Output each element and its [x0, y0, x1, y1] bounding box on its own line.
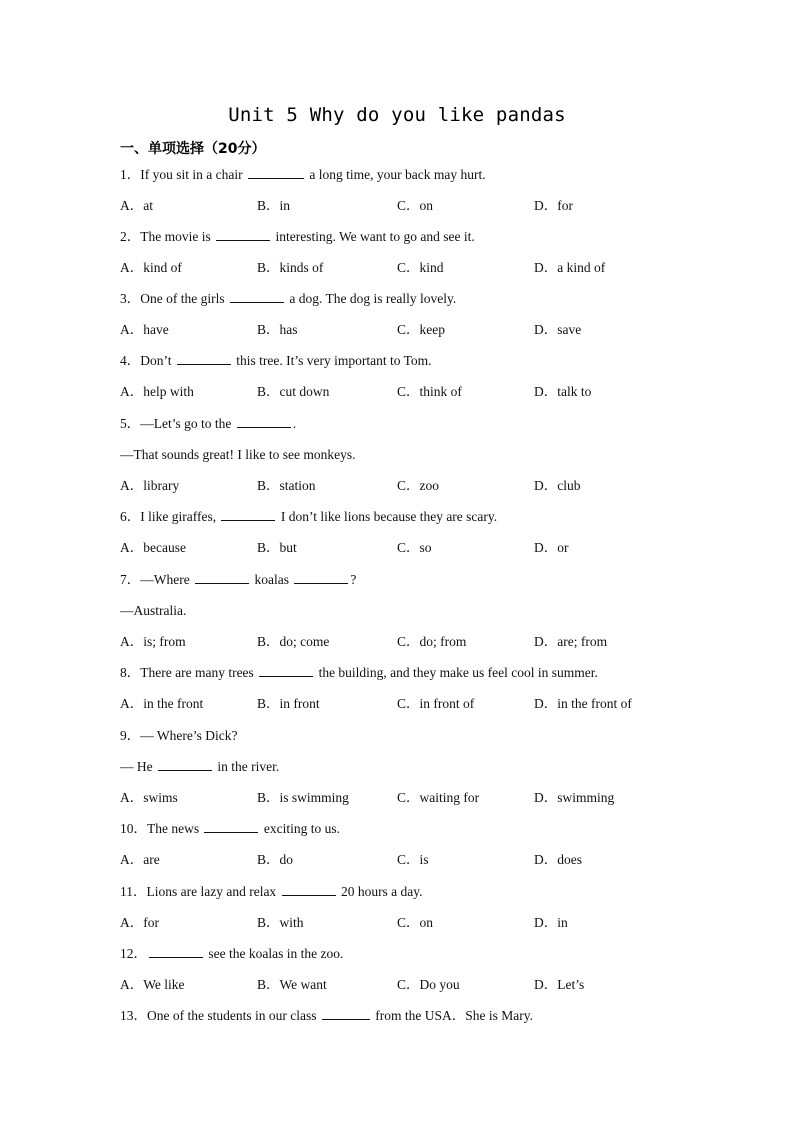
- answer-blank: [322, 1007, 370, 1020]
- option-b: B．in: [257, 198, 291, 213]
- question-stem: 6．I like giraffes,: [120, 509, 220, 524]
- option-d: D．or: [534, 540, 569, 555]
- answer-blank: [294, 571, 348, 584]
- option-b: B．station: [257, 478, 316, 493]
- question-stem: 4．Don’t: [120, 353, 175, 368]
- question-stem: 11．Lions are lazy and relax: [120, 884, 280, 899]
- option-b: B．in front: [257, 696, 320, 711]
- option-d: D．club: [534, 478, 581, 493]
- question-8: [120, 664, 598, 682]
- page-title: Unit 5 Why do you like pandas: [228, 104, 566, 126]
- option-b: B．but: [257, 540, 297, 555]
- question-stem: koalas: [251, 572, 293, 587]
- option-a: A．is; from: [120, 634, 186, 649]
- option-a: A．have: [120, 322, 169, 337]
- question-stem: 13．One of the students in our class: [120, 1008, 320, 1023]
- answer-blank: [195, 571, 249, 584]
- answer-blank: [248, 166, 304, 179]
- options-10: [120, 851, 680, 869]
- option-d: D．in the front of: [534, 696, 632, 711]
- question-10: [120, 820, 340, 838]
- option-c: C．zoo: [397, 478, 439, 493]
- options-11: [120, 914, 680, 932]
- options-2: [120, 259, 680, 277]
- option-b: B．do: [257, 852, 294, 867]
- option-a: A．kind of: [120, 260, 182, 275]
- option-c: C．so: [397, 540, 432, 555]
- option-b: B．kinds of: [257, 260, 324, 275]
- question-1: [120, 166, 486, 184]
- options-6: [120, 539, 680, 557]
- question-stem: 20 hours a day.: [337, 884, 423, 899]
- question-7: [120, 571, 356, 589]
- question-2: [120, 228, 475, 246]
- question-stem: a long time, your back may hurt.: [305, 167, 486, 182]
- option-a: A．library: [120, 478, 180, 493]
- question-4: [120, 352, 432, 370]
- option-a: A．at: [120, 198, 153, 213]
- question-11: [120, 883, 423, 901]
- options-7: [120, 633, 680, 651]
- answer-blank: [259, 664, 313, 677]
- question-stem: — He: [120, 759, 156, 774]
- option-a: A．swims: [120, 790, 178, 805]
- question-stem: see the koalas in the zoo.: [205, 946, 344, 961]
- option-a: A．help with: [120, 384, 194, 399]
- option-d: D．swimming: [534, 790, 615, 805]
- option-a: A．because: [120, 540, 186, 555]
- answer-blank: [221, 508, 275, 521]
- option-c: C．waiting for: [397, 790, 480, 805]
- option-d: D．a kind of: [534, 260, 606, 275]
- question-stem: 8．There are many trees: [120, 665, 258, 680]
- question-stem: a dog. The dog is really lovely.: [285, 291, 457, 306]
- option-d: D．does: [534, 852, 582, 867]
- options-9: [120, 789, 680, 807]
- option-d: D．are; from: [534, 634, 608, 649]
- options-8: [120, 695, 680, 713]
- option-c: C．keep: [397, 322, 445, 337]
- question-12: [120, 945, 343, 963]
- question-stem: exciting to us.: [260, 821, 340, 836]
- section-heading: 一、单项选择（20分）: [120, 141, 266, 157]
- answer-blank: [237, 415, 291, 428]
- option-c: C．is: [397, 852, 429, 867]
- options-4: [120, 383, 680, 401]
- question-7-reply: —Australia.: [120, 603, 187, 618]
- question-stem: 2．The movie is: [120, 229, 215, 244]
- options-5: [120, 477, 680, 495]
- question-stem: 7．—Where: [120, 572, 194, 587]
- options-1: [120, 197, 680, 215]
- options-12: [120, 976, 680, 994]
- option-d: D．talk to: [534, 384, 592, 399]
- option-c: C．kind: [397, 260, 444, 275]
- question-6: [120, 508, 497, 526]
- question-stem: I don’t like lions because they are scary.: [277, 509, 498, 524]
- question-stem: .: [292, 416, 297, 431]
- answer-blank: [204, 820, 258, 833]
- option-a: A．We like: [120, 977, 185, 992]
- option-c: C．on: [397, 198, 434, 213]
- question-stem: in the river.: [214, 759, 280, 774]
- option-b: B．do; come: [257, 634, 330, 649]
- answer-blank: [230, 290, 284, 303]
- question-3: [120, 290, 456, 308]
- question-stem: 10．The news: [120, 821, 203, 836]
- answer-blank: [216, 228, 270, 241]
- option-b: B．has: [257, 322, 298, 337]
- question-stem: 3．One of the girls: [120, 291, 228, 306]
- option-d: D．save: [534, 322, 582, 337]
- question-5: [120, 415, 296, 433]
- answer-blank: [177, 352, 231, 365]
- option-b: B．with: [257, 915, 304, 930]
- option-c: C．Do you: [397, 977, 460, 992]
- question-stem: 5．—Let’s go to the: [120, 416, 235, 431]
- option-c: C．think of: [397, 384, 462, 399]
- option-c: C．in front of: [397, 696, 475, 711]
- question-stem: 12．: [120, 946, 147, 961]
- question-13: [120, 1007, 533, 1025]
- question-stem: from the USA．She is Mary.: [371, 1008, 533, 1023]
- question-5-reply: —That sounds great! I like to see monkeys.: [120, 447, 356, 462]
- answer-blank: [282, 883, 336, 896]
- option-a: A．are: [120, 852, 160, 867]
- answer-blank: [158, 758, 212, 771]
- question-9-reply: [120, 758, 279, 776]
- answer-blank: [149, 945, 203, 958]
- question-stem: interesting. We want to go and see it.: [272, 229, 475, 244]
- option-b: B．cut down: [257, 384, 330, 399]
- option-b: B．is swimming: [257, 790, 349, 805]
- option-c: C．do; from: [397, 634, 467, 649]
- option-d: D．Let’s: [534, 977, 585, 992]
- option-a: A．for: [120, 915, 159, 930]
- option-d: D．for: [534, 198, 573, 213]
- option-a: A．in the front: [120, 696, 204, 711]
- options-3: [120, 321, 680, 339]
- question-stem: ?: [350, 572, 357, 587]
- option-c: C．on: [397, 915, 434, 930]
- question-stem: the building, and they make us feel cool in summer.: [315, 665, 598, 680]
- option-b: B．We want: [257, 977, 327, 992]
- question-stem: this tree. It’s very important to Tom.: [232, 353, 432, 368]
- question-stem: 1．If you sit in a chair: [120, 167, 246, 182]
- option-d: D．in: [534, 915, 568, 930]
- question-9: 9．— Where’s Dick?: [120, 728, 238, 743]
